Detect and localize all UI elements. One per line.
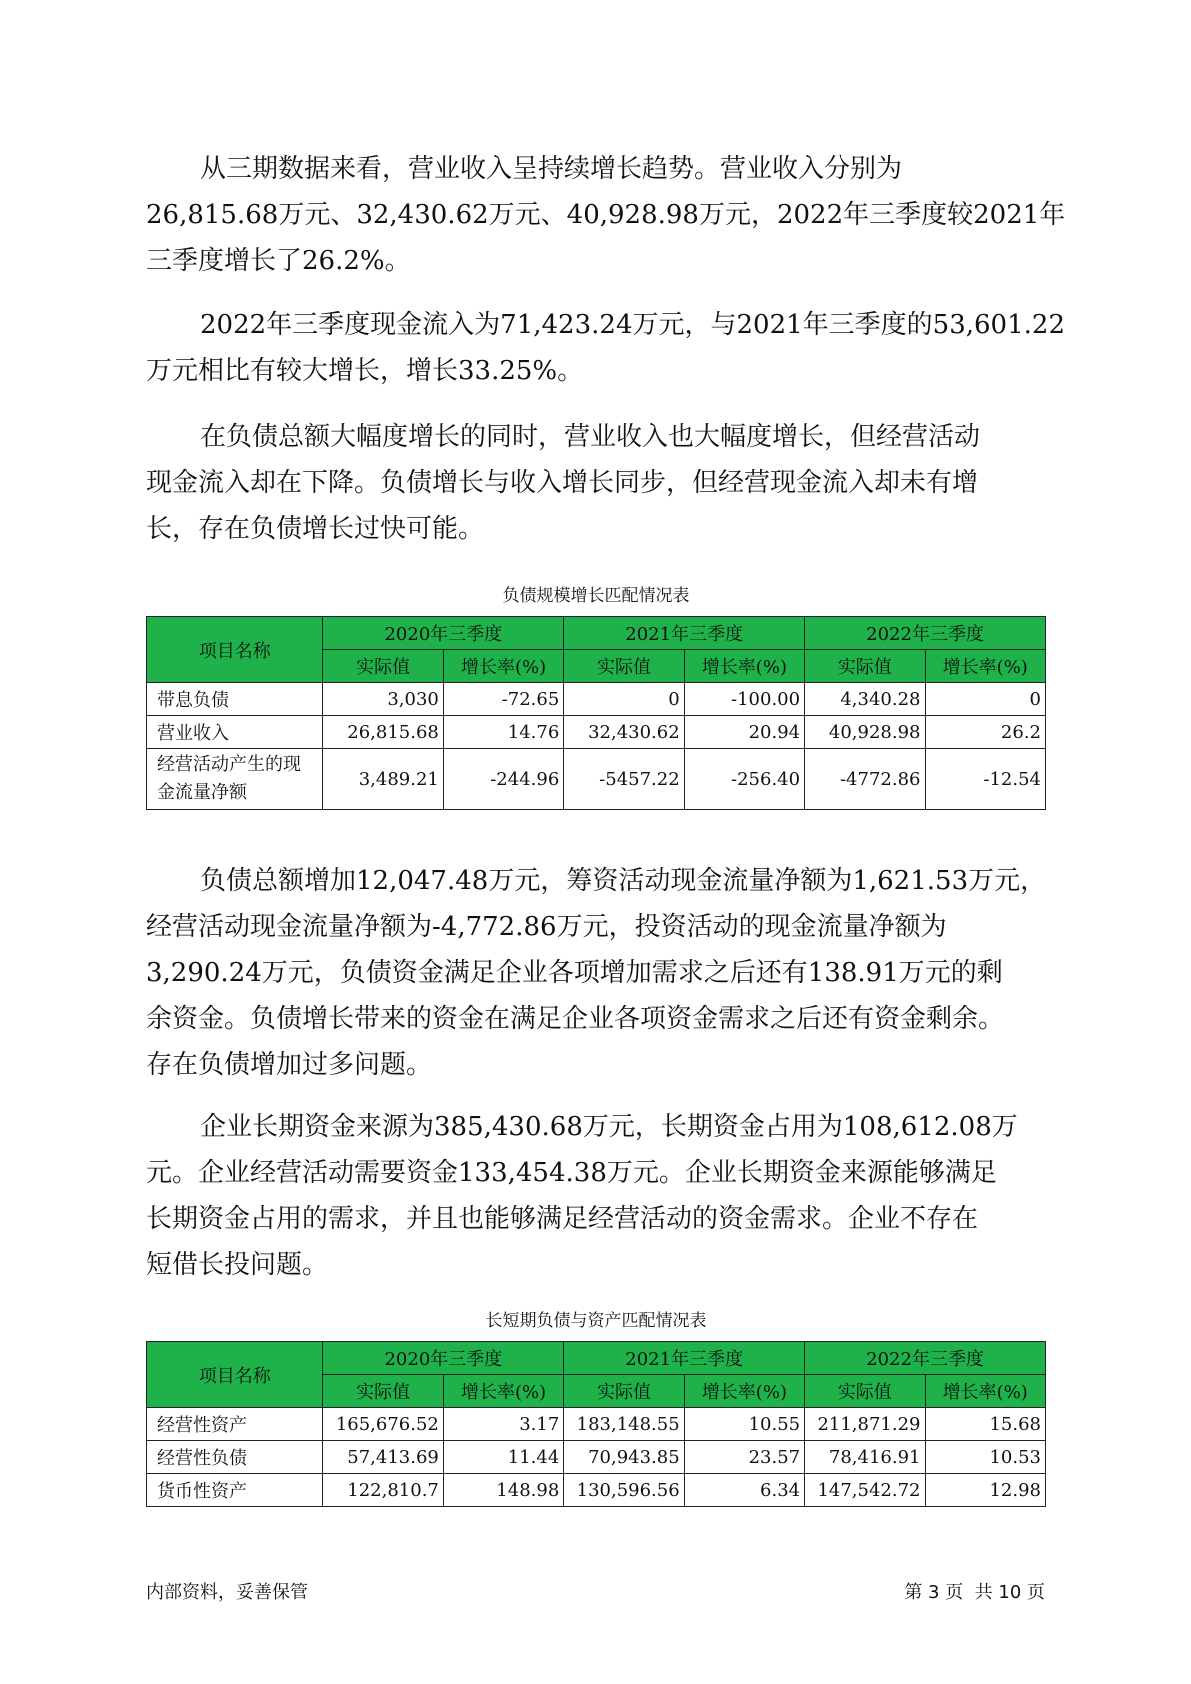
cell: 147,542.72 bbox=[805, 1474, 925, 1507]
paragraph-revenue-trend bbox=[146, 146, 1066, 284]
table-row bbox=[147, 1474, 1046, 1507]
column-header-period: 2020年三季度 bbox=[323, 617, 564, 650]
cell: 26.2 bbox=[925, 716, 1046, 749]
cell: -72.65 bbox=[443, 683, 563, 716]
cell: 165,676.52 bbox=[323, 1408, 443, 1441]
row-label: 经营活动产生的现金流量净额 bbox=[147, 749, 323, 810]
column-header-actual: 实际值 bbox=[564, 650, 684, 683]
text-line: 企业长期资金来源为385,430.68万元，长期资金占用为108,612.08万 bbox=[200, 1112, 1018, 1142]
footer-confidential-note: 内部资料，妥善保管 bbox=[146, 1582, 308, 1603]
text-line: 2022年三季度现金流入为71,423.24万元，与2021年三季度的53,601.22 bbox=[200, 310, 1065, 340]
table-caption: 长短期负债与资产匹配情况表 bbox=[485, 1311, 707, 1331]
cell: 32,430.62 bbox=[564, 716, 684, 749]
cell: 122,810.7 bbox=[323, 1474, 443, 1507]
page-number: 第 3 页 共 10 页 bbox=[904, 1582, 1045, 1603]
text-line: 在负债总额大幅度增长的同时，营业收入也大幅度增长，但经营活动 bbox=[200, 422, 981, 452]
table-row bbox=[147, 716, 1046, 749]
column-header-actual: 实际值 bbox=[564, 1375, 684, 1408]
column-header-growth: 增长率(%) bbox=[684, 650, 804, 683]
cell: 3,489.21 bbox=[323, 749, 443, 810]
cell: 40,928.98 bbox=[805, 716, 925, 749]
column-header-item: 项目名称 bbox=[147, 617, 323, 683]
row-label: 营业收入 bbox=[147, 716, 323, 749]
cell: -100.00 bbox=[684, 683, 804, 716]
table-row bbox=[147, 749, 1046, 810]
column-header-growth: 增长率(%) bbox=[443, 1375, 563, 1408]
cell: 10.55 bbox=[684, 1408, 804, 1441]
cell: -256.40 bbox=[684, 749, 804, 810]
cell: 3.17 bbox=[443, 1408, 563, 1441]
text-line: 现金流入却在下降。负债增长与收入增长同步，但经营现金流入却未有增 bbox=[146, 468, 979, 498]
text-line: 26,815.68万元、32,430.62万元、40,928.98万元，2022年三季度较2021年 bbox=[146, 200, 1066, 230]
column-header-growth: 增长率(%) bbox=[925, 1375, 1046, 1408]
cell: 12.98 bbox=[925, 1474, 1046, 1507]
text-line: 万元相比有较大增长，增长33.25%。 bbox=[146, 356, 584, 386]
column-header-growth: 增长率(%) bbox=[925, 650, 1046, 683]
cell: 23.57 bbox=[684, 1441, 804, 1474]
text-line: 元。企业经营活动需要资金133,454.38万元。企业长期资金来源能够满足 bbox=[146, 1158, 997, 1188]
text-line: 从三期数据来看，营业收入呈持续增长趋势。营业收入分别为 bbox=[200, 154, 903, 184]
cell: 0 bbox=[925, 683, 1046, 716]
row-label: 货币性资产 bbox=[147, 1474, 323, 1507]
column-header-period: 2021年三季度 bbox=[564, 617, 805, 650]
cell: -5457.22 bbox=[564, 749, 684, 810]
text-line: 余资金。负债增长带来的资金在满足企业各项资金需求之后还有资金剩余。 bbox=[146, 1004, 1005, 1034]
paragraph-debt-funds bbox=[146, 858, 1046, 1088]
table-row bbox=[147, 1408, 1046, 1441]
cell: 211,871.29 bbox=[805, 1408, 925, 1441]
cell: 148.98 bbox=[443, 1474, 563, 1507]
cell: 3,030 bbox=[323, 683, 443, 716]
cell: -244.96 bbox=[443, 749, 563, 810]
cell: 57,413.69 bbox=[323, 1441, 443, 1474]
cell: 183,148.55 bbox=[564, 1408, 684, 1441]
cell: 10.53 bbox=[925, 1441, 1046, 1474]
cell: -4772.86 bbox=[805, 749, 925, 810]
column-header-period: 2021年三季度 bbox=[564, 1342, 805, 1375]
column-header-period: 2020年三季度 bbox=[323, 1342, 564, 1375]
cell: 20.94 bbox=[684, 716, 804, 749]
text-line: 3,290.24万元，负债资金满足企业各项增加需求之后还有138.91万元的剩 bbox=[146, 958, 1003, 988]
column-header-actual: 实际值 bbox=[323, 1375, 443, 1408]
paragraph-cash-inflow bbox=[146, 302, 1065, 394]
cell: 4,340.28 bbox=[805, 683, 925, 716]
cell: 130,596.56 bbox=[564, 1474, 684, 1507]
text-line: 三季度增长了26.2%。 bbox=[146, 246, 411, 276]
column-header-actual: 实际值 bbox=[805, 650, 925, 683]
row-label: 经营性资产 bbox=[147, 1408, 323, 1441]
paragraph-debt-growth bbox=[146, 414, 1046, 552]
debt-asset-match-table bbox=[146, 1341, 1046, 1507]
table-row bbox=[147, 683, 1046, 716]
paragraph-long-term-funds bbox=[146, 1104, 1046, 1288]
cell: -12.54 bbox=[925, 749, 1046, 810]
text-line: 存在负债增加过多问题。 bbox=[146, 1050, 433, 1080]
column-header-period: 2022年三季度 bbox=[805, 617, 1046, 650]
text-line: 长，存在负债增长过快可能。 bbox=[146, 514, 485, 544]
cell: 15.68 bbox=[925, 1408, 1046, 1441]
row-label: 经营性负债 bbox=[147, 1441, 323, 1474]
text-line: 长期资金占用的需求，并且也能够满足经营活动的资金需求。企业不存在 bbox=[146, 1204, 979, 1234]
cell: 78,416.91 bbox=[805, 1441, 925, 1474]
row-label: 带息负债 bbox=[147, 683, 323, 716]
text-line: 负债总额增加12,047.48万元，筹资活动现金流量净额为1,621.53万元， bbox=[200, 866, 1047, 896]
table-row bbox=[147, 1441, 1046, 1474]
cell: 70,943.85 bbox=[564, 1441, 684, 1474]
cell: 6.34 bbox=[684, 1474, 804, 1507]
cell: 26,815.68 bbox=[323, 716, 443, 749]
column-header-item: 项目名称 bbox=[147, 1342, 323, 1408]
column-header-actual: 实际值 bbox=[323, 650, 443, 683]
cell: 14.76 bbox=[443, 716, 563, 749]
cell: 0 bbox=[564, 683, 684, 716]
text-line: 经营活动现金流量净额为-4,772.86万元，投资活动的现金流量净额为 bbox=[146, 912, 947, 942]
cell: 11.44 bbox=[443, 1441, 563, 1474]
table-caption: 负债规模增长匹配情况表 bbox=[502, 586, 690, 606]
text-line: 短借长投问题。 bbox=[146, 1250, 329, 1280]
column-header-actual: 实际值 bbox=[805, 1375, 925, 1408]
column-header-period: 2022年三季度 bbox=[805, 1342, 1046, 1375]
column-header-growth: 增长率(%) bbox=[443, 650, 563, 683]
column-header-growth: 增长率(%) bbox=[684, 1375, 804, 1408]
debt-scale-growth-table bbox=[146, 616, 1046, 810]
